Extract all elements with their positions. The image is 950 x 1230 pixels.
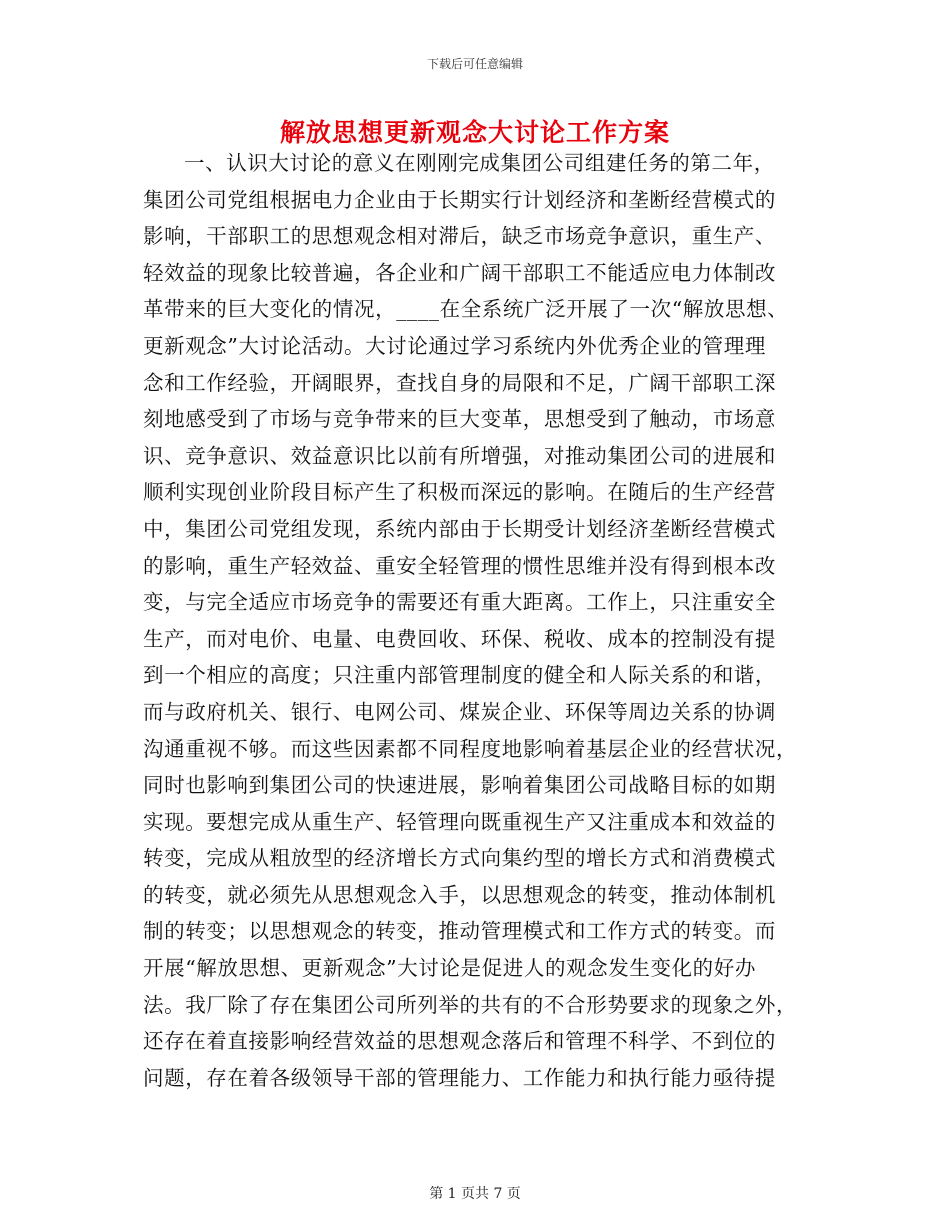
body-line: 革带来的巨大变化的情况，____在全系统广泛开展了一次“解放思想、	[143, 297, 789, 322]
body-line: 还存在着直接影响经营效益的思想观念落后和管理不科学、不到位的	[143, 1029, 776, 1054]
body-line: 一、认识大讨论的意义在刚刚完成集团公司组建任务的第二年，	[184, 151, 775, 175]
body-line: 问题，存在着各级领导干部的管理能力、工作能力和执行能力亟待提	[143, 1065, 776, 1090]
body-line: 影响，干部职工的思想观念相对滞后，缺乏市场竞争意识，重生产、	[143, 224, 776, 249]
body-line: 转变，完成从粗放型的经济增长方式向集约型的增长方式和消费模式	[143, 846, 776, 871]
body-line: 变，与完全适应市场竞争的需要还有重大距离。工作上，只注重安全	[143, 590, 776, 615]
body-line: 而与政府机关、银行、电网公司、煤炭企业、环保等周边关系的协调	[143, 699, 776, 724]
document-title: 解放思想更新观念大讨论工作方案	[279, 118, 670, 147]
body-line: 开展“解放思想、更新观念”大讨论是促进人的观念发生变化的好办	[143, 956, 756, 981]
body-line: 更新观念”大讨论活动。大讨论通过学习系统内外优秀企业的管理理	[143, 333, 766, 358]
body-line: 到一个相应的高度；只注重内部管理制度的健全和人际关系的和谐，	[143, 663, 776, 688]
body-line: 的影响，重生产轻效益、重安全轻管理的惯性思维并没有得到根本改	[143, 553, 776, 578]
body-paragraph	[143, 145, 808, 1096]
body-line: 同时也影响到集团公司的快速进展，影响着集团公司战略目标的如期	[143, 773, 776, 798]
page-number: 第 1 页共 7 页	[429, 1186, 521, 1202]
body-line: 顺利实现创业阶段目标产生了积极而深远的影响。在随后的生产经营	[143, 480, 776, 505]
body-line: 刻地感受到了市场与竞争带来的巨大变革，思想受到了触动，市场意	[143, 407, 776, 432]
body-line: 集团公司党组根据电力企业由于长期实行计划经济和垄断经营模式的	[143, 187, 776, 212]
body-line: 轻效益的现象比较普遍，各企业和广阔干部职工不能适应电力体制改	[143, 260, 776, 285]
page-header-note: 下载后可任意编辑	[426, 57, 523, 71]
body-line: 念和工作经验，开阔眼界，查找自身的局限和不足，广阔干部职工深	[143, 370, 776, 395]
body-line: 中，集团公司党组发现，系统内部由于长期受计划经济垄断经营模式	[143, 516, 776, 541]
body-line: 沟通重视不够。而这些因素都不同程度地影响着基层企业的经营状况，	[143, 736, 798, 761]
body-line: 的转变，就必须先从思想观念入手，以思想观念的转变，推动体制机	[143, 882, 776, 907]
body-line: 制的转变；以思想观念的转变，推动管理模式和工作方式的转变。而	[143, 919, 776, 944]
body-line: 法。我厂除了存在集团公司所列举的共有的不合形势要求的现象之外，	[143, 992, 798, 1017]
body-line: 实现。要想完成从重生产、轻管理向既重视生产又注重成本和效益的	[143, 809, 776, 834]
body-line: 识、竞争意识、效益意识比以前有所增强，对推动集团公司的进展和	[143, 443, 776, 468]
body-line: 生产，而对电价、电量、电费回收、环保、税收、成本的控制没有提	[143, 626, 776, 651]
